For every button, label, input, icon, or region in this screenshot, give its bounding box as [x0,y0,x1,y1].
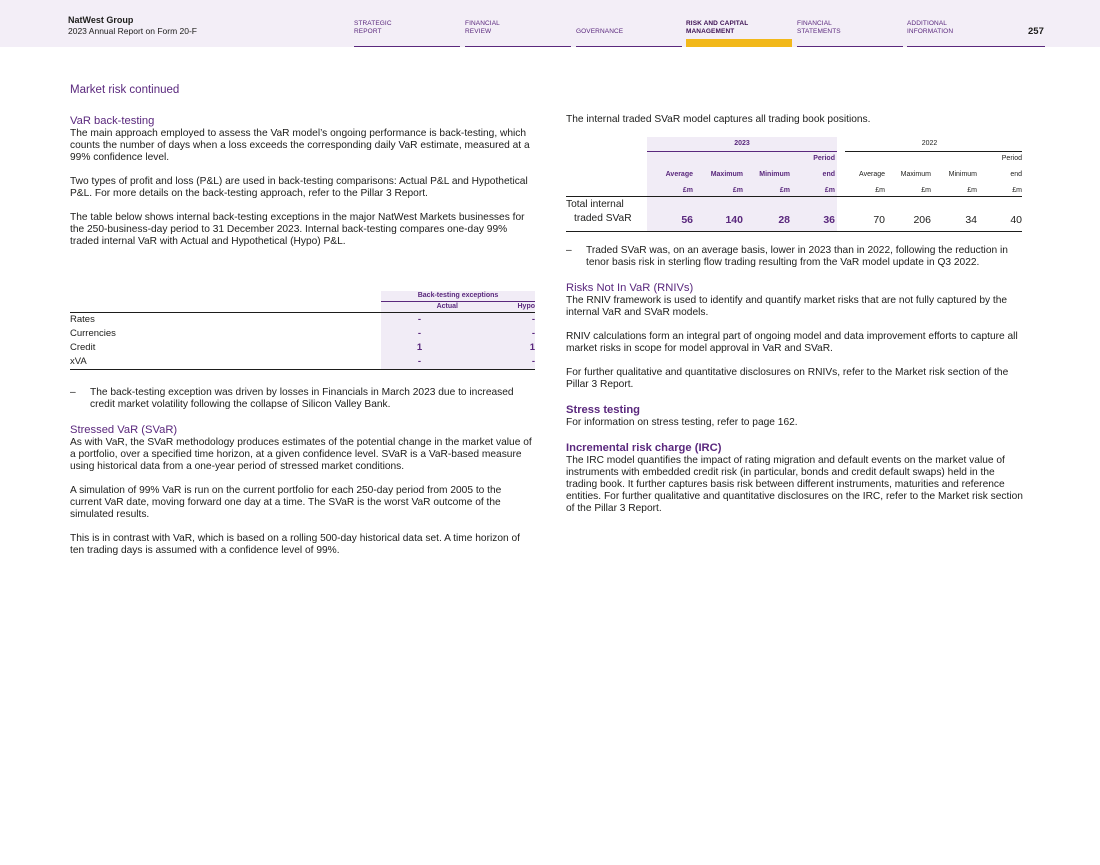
divider [381,301,535,302]
paragraph: Two types of profit and loss (P&L) are used in back-testing comparisons: Actual P&L and Hypothetical P&L. For more details on the back-testing approach, refer to the Pillar 3 Report. [70,176,528,199]
heading-incremental-risk-charge: Incremental risk charge (IRC) [566,442,722,454]
page-header [0,0,1100,47]
column-header-maximum-2022: Maximum £m [900,171,931,194]
nav-governance[interactable]: GOVERNANCE [576,20,682,47]
column-header-average-2022: Average £m [859,171,885,194]
bullet-item: – The back-testing exception was driven by losses in Financials in March 2023 due to increased credit market volatility following the collapse of Silicon Valley Bank. [70,387,514,410]
nav-risk-and-capital-management[interactable]: RISK AND CAPITAL MANAGEMENT [686,20,792,47]
paragraph: This is in contrast with VaR, which is based on a rolling 500-day historical data set. A time horizon of ten trading days is assumed with a confidence level of 99%. [70,533,520,556]
paragraph: For information on stress testing, refer to page 162. [566,417,798,428]
bullet-item: – Traded SVaR was, on an average basis, lower in 2023 than in 2022, following the reduction in tenor basis risk in sterling flow trading resulting from the VaR model update in Q3 2022. [566,245,1008,268]
paragraph: A simulation of 99% VaR is run on the current portfolio for each 250-day period from 2005 to the current VaR date, moving forward one day at a time. The SVaR is the worst VaR outcome of the simulated results. [70,485,502,520]
paragraph: The IRC model quantifies the impact of rating migration and default events on the market value of instruments with embedded credit risk (in particular, bonds and credit default swaps) held in the trading book. It further captures basis risk between different instruments, maturities and reference entities. For further qualitative and quantitative disclosures on the IRC, refer to the Market risk section of the Pillar 3 Report. [566,455,1023,514]
value-period-end-2023: 36 [823,214,835,226]
column-header-hypo: Hypo [517,303,535,310]
right-column-intro [566,114,1026,138]
heading-rnivs: Risks Not In VaR (RNIVs) [566,282,694,294]
nav-financial-review[interactable]: FINANCIAL REVIEW [465,20,571,47]
value-maximum-2023: 140 [725,214,743,226]
heading-stressed-var: Stressed VaR (SVaR) [70,424,178,436]
column-group-2022: 2022 [921,140,938,147]
table-row: Currencies - - [70,328,535,339]
column-header-minimum-2022: Minimum £m [948,171,977,194]
report-title: 2023 Annual Report on Form 20-F [68,26,197,36]
heading-var-back-testing: VaR back-testing [70,115,155,127]
table-row: Rates - - [70,314,535,325]
paragraph: RNIV calculations form an integral part of ongoing model and data improvement efforts to capture all market risks in scope for model approval in VaR and SVaR. [566,331,1018,354]
value-minimum-2022: 34 [965,214,977,226]
column-header-maximum-2023: Maximum £m [710,171,743,194]
column-group-2023: 2023 [734,140,750,147]
section-kicker: Market risk continued [70,84,180,96]
left-column-top [70,114,535,260]
dash-bullet: – [70,387,76,398]
heading-stress-testing: Stress testing [566,404,640,416]
value-period-end-2022: 40 [1010,214,1022,226]
paragraph: The RNIV framework is used to identify and quantify market risks that are not fully captured by the internal VaR and SVaR models. [566,295,1008,318]
nav-financial-statements[interactable]: FINANCIAL STATEMENTS [797,20,903,47]
paragraph: The table below shows internal back-testing exceptions in the major NatWest Markets businesses for the 250-business-day period to 31 December 2023. Internal back-testing compares one-day 99% traded internal VaR with Actual and Hypothetical (Hypo) P&L. [70,212,525,247]
divider [566,231,1022,232]
value-maximum-2022: 206 [913,214,931,226]
column-header-period-end-2023: Period end £m [813,155,835,194]
right-column-body [566,245,1026,527]
paragraph: The main approach employed to assess the VaR model’s ongoing performance is back-testing, which counts the number of days when a loss exceeds the corresponding daily VaR estimate, measured at a 99% confidence level. [70,128,530,163]
column-header-actual: Actual [436,303,458,310]
divider [566,196,1022,197]
paragraph: As with VaR, the SVaR methodology produces estimates of the potential change in the market value of a portfolio, over a specified time horizon, at a given confidence level. SVaR is a VaR-based measure using historical data from a one-year period of stressed market conditions. [70,437,532,472]
value-average-2022: 70 [873,214,885,226]
divider [70,369,535,370]
value-average-2023: 56 [681,214,693,226]
dash-bullet: – [566,245,572,256]
nav-strategic-report[interactable]: STRATEGIC REPORT [354,20,460,47]
table-row: Credit 1 1 [70,342,535,353]
paragraph: The internal traded SVaR model captures all trading book positions. [566,114,871,125]
table-row: xVA - - [70,356,535,367]
left-column-bottom [70,387,535,569]
paragraph: For further qualitative and quantitative disclosures on RNIVs, refer to the Market risk section of the Pillar 3 Report. [566,367,1009,390]
nav-additional-information[interactable]: ADDITIONAL INFORMATION [907,20,1045,47]
table-group-header: Back-testing exceptions [417,292,499,299]
column-header-average-2023: Average £m [665,171,693,194]
value-minimum-2023: 28 [778,214,790,226]
page-number: 257 [1028,26,1044,37]
brand-block [68,15,197,37]
column-header-minimum-2023: Minimum £m [759,171,790,194]
company-name: NatWest Group [68,15,134,25]
column-header-period-end-2022: Period end £m [1001,155,1022,194]
row-label-total-internal-traded-svar: Total internal traded SVaR [566,199,632,224]
